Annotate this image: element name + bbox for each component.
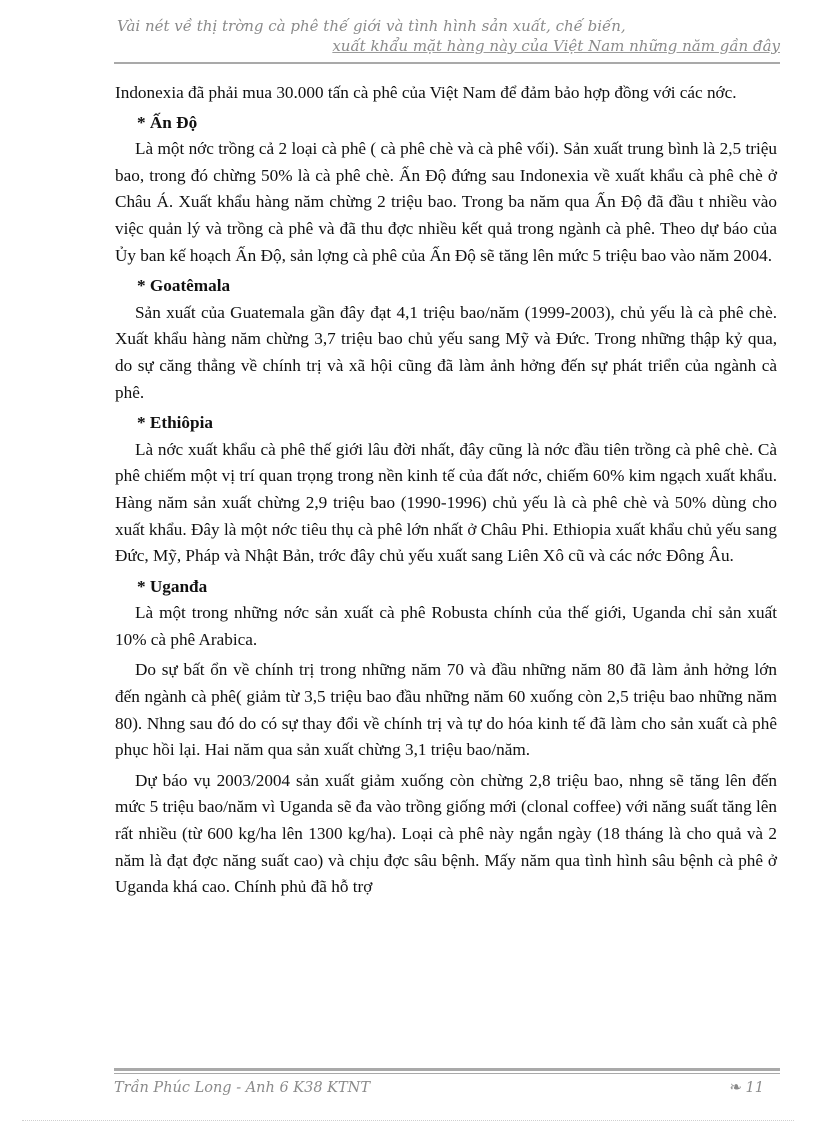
body-text: [115, 80, 777, 901]
paragraph: Dự báo vụ 2003/2004 sản xuất giảm xuống còn chừng 2,8 triệu bao, nhng sẽ tăng lên đến mức 5 triệu bao/năm vì Uganda sẽ đa vào trồng giống mới (clonal coffee) với năng suất tăng lên rất nhiều (từ 600 kg/ha lên 1300 kg/ha). Loại cà phê này ngắn ngày (18 tháng là cho quả và 2 năm là đạt đợc năng suất cao) và chịu đợc sâu bệnh. Mấy năm qua tình hình sâu bệnh cà phê ở Uganda khá cao. Chính phủ đã hỗ trợ: [115, 770, 777, 897]
section-heading-ethiopia: * Ethiôpia: [137, 413, 213, 433]
section-heading-goatemala: * Goatêmala: [137, 276, 231, 296]
paragraph: Là nớc xuất khẩu cà phê thế giới lâu đời nhất, đây cũng là nớc đầu tiên trồng cà phê chè. Cà phê chiếm một vị trí quan trọng trong nền kinh tế của đất nớc, chiếm 60% kim ngạch xuất khẩu. Hàng năm sản xuất chừng 2,9 triệu bao (1990-1996) chủ yếu là cà phê chè và 50% dùng cho xuất khẩu. Đây là một nớc tiêu thụ cà phê lớn nhất ở Châu Phi. Ethiopia xuất khẩu chủ yếu sang Đức, Mỹ, Pháp và Nhật Bản, trớc đây chủ yếu xuất sang Liên Xô cũ và các nớc Đông Âu.: [115, 439, 777, 566]
footer-author: Trần Phúc Long - Anh 6 K38 KTNT: [114, 1080, 371, 1096]
page-header: [112, 16, 780, 64]
paragraph: Sản xuất của Guatemala gần đây đạt 4,1 triệu bao/năm (1999-2003), chủ yếu là cà phê chè. Xuất khẩu hàng năm chừng 3,7 triệu bao chủ yếu sang Mỹ và Đức. Trong những thập kỷ qua, do sự căng thẳng về chính trị và xã hội cũng đã làm ảnh hởng đến sự phát triển của ngành cà phê.: [115, 302, 777, 402]
section-heading-an-do: * Ấn Độ: [137, 112, 198, 132]
section-heading-uganda: * Uganđa: [137, 576, 208, 596]
page-footer: [114, 1080, 780, 1106]
footer-rule-bottom: [114, 1073, 780, 1074]
fleuron-icon: ❧: [729, 1080, 742, 1096]
page-bottom-divider: [22, 1120, 794, 1121]
paragraph: Là một trong những nớc sản xuất cà phê Robusta chính của thế giới, Uganda chỉ sản xuất 10% cà phê Arabica.: [115, 603, 777, 649]
paragraph: Là một nớc trồng cả 2 loại cà phê ( cà phê chè và cà phê vối). Sản xuất trung bình là 2,5 triệu bao, trong đó chừng 50% là cà phê chè. Ấn Độ đứng sau Indonexia về xuất khẩu cà phê chè ở Châu Á. Xuất khẩu hàng năm chừng 2 triệu bao. Trong ba năm qua Ấn Độ đã đầu t nhiều vào việc quản lý và trồng cà phê và đã thu đợc nhiều kết quả trong ngành cà phê. Theo dự báo của Ủy ban kế hoạch Ấn Độ, sản lợng cà phê của Ấn Độ sẽ tăng lên mức 5 triệu bao vào năm 2004.: [115, 139, 777, 265]
page-number: 11: [745, 1080, 764, 1096]
paragraph: Indonexia đã phải mua 30.000 tấn cà phê của Việt Nam để đảm bảo hợp đồng với các nớc.: [115, 83, 737, 102]
header-title-line-2: xuất khẩu mặt hàng này của Việt Nam những năm gần đây: [332, 37, 780, 55]
header-rule: [114, 62, 780, 64]
paragraph: Do sự bất ổn về chính trị trong những năm 70 và đầu những năm 80 đã làm ảnh hởng lớn đến ngành cà phê( giảm từ 3,5 triệu bao đầu những năm 60 xuống còn 2,5 triệu bao những năm 80). Nhng sau đó do có sự thay đổi về chính trị và tự do hóa kinh tế đã làm cho sản xuất cà phê phục hồi lại. Hai năm qua sản xuất chừng 3,1 triệu bao/năm.: [115, 660, 777, 760]
header-title-line-1: Vài nét về thị trờng cà phê thế giới và tình hình sản xuất, chế biến,: [117, 17, 626, 35]
footer-rule-top: [114, 1068, 780, 1071]
